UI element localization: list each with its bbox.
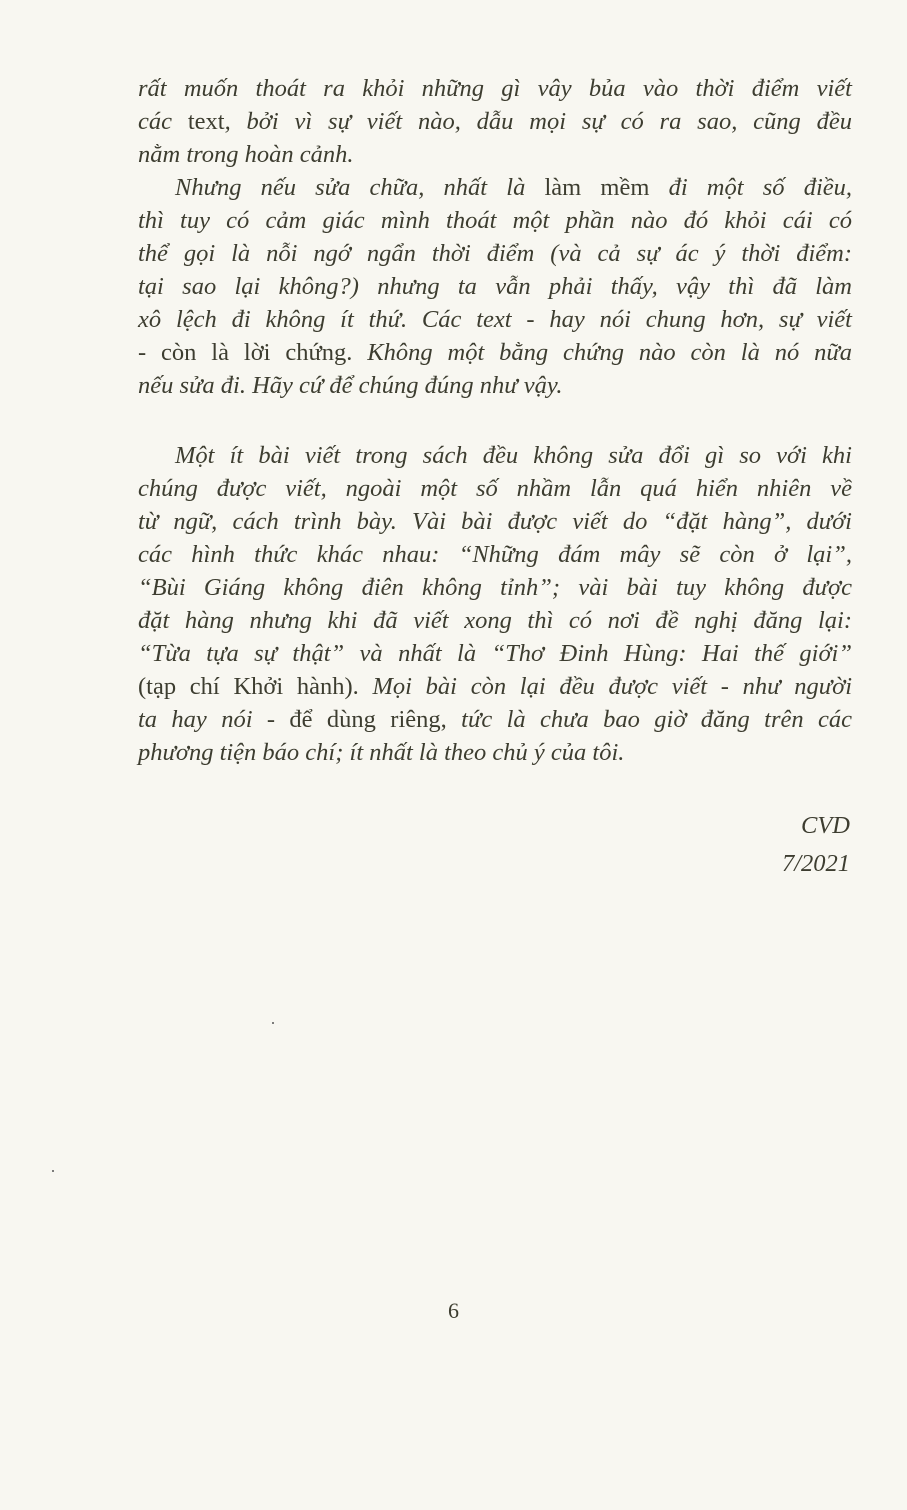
text-line (138, 303, 852, 336)
text-line (138, 336, 852, 369)
text-line (138, 72, 852, 105)
italic-text: “Từa tựa sự thật” và nhất là “Thơ Đinh Hùng: Hai thế giới” (138, 640, 852, 667)
text-line (138, 138, 852, 171)
text-line (138, 670, 852, 703)
text-line (138, 237, 852, 270)
italic-text: đặt hàng nhưng khi đã viết xong thì có nơi đề nghị đăng lại: (138, 607, 852, 634)
italic-text: đi một số điều, (668, 174, 852, 201)
italic-text: các hình thức khác nhau: “Những đám mây sẽ còn ở lại”, (138, 541, 852, 568)
italic-text: nằm trong hoàn cảnh. (138, 141, 354, 168)
text-line (138, 171, 852, 204)
italic-text: xô lệch đi không ít thứ. Các text - hay nói chung hơn, sự viết (138, 306, 852, 333)
italic-text: Mọi bài còn lại đều được viết - như người (372, 673, 853, 700)
italic-text: từ ngữ, cách trình bày. Vài bài được viết do “đặt hàng”, dưới (138, 508, 852, 535)
italic-text: Nhưng nếu sửa chữa, nhất là (175, 174, 545, 201)
italic-text: thể gọi là nỗi ngớ ngẩn thời điểm (và cả sự ác ý thời điểm: (138, 240, 852, 267)
text-line (138, 439, 852, 472)
text-line (138, 270, 852, 303)
italic-text: chúng được viết, ngoài một số nhầm lẫn quá hiển nhiên về (138, 475, 852, 502)
text-line (138, 105, 852, 138)
scan-speck (272, 1022, 274, 1024)
italic-text: ta hay nói - (138, 706, 290, 733)
italic-text: các (138, 108, 188, 135)
italic-text: “Bùi Giáng không điên không tỉnh”; vài bài tuy không được (138, 574, 852, 601)
text-line (138, 571, 852, 604)
author-signature: CVD (801, 812, 850, 839)
italic-text: rất muốn thoát ra khỏi những gì vây bủa vào thời điểm viết (138, 75, 852, 102)
text-line (138, 637, 852, 670)
roman-text: để dùng riêng, (289, 706, 462, 733)
page-number: 6 (448, 1298, 459, 1323)
text-line (138, 204, 852, 237)
italic-text: thì tuy có cảm giác mình thoát một phần nào đó khỏi cái có (138, 207, 852, 234)
italic-text: tức là chưa bao giờ đăng trên các (461, 706, 852, 733)
paragraph-1 (138, 72, 852, 402)
text-line (138, 472, 852, 505)
scan-speck (52, 1170, 54, 1172)
text-line (138, 604, 852, 637)
text-line (138, 369, 852, 402)
text-line (138, 538, 852, 571)
text-line (138, 703, 852, 736)
text-line (138, 505, 852, 538)
italic-text: phương tiện báo chí; ít nhất là theo chủ ý của tôi. (138, 739, 625, 766)
italic-text: nếu sửa đi. Hãy cứ để chúng đúng như vậy. (138, 372, 563, 399)
text-line (138, 736, 852, 769)
paragraph-2 (138, 439, 852, 769)
roman-text: (tạp chí Khởi hành). (138, 673, 373, 700)
date-line: 7/2021 (781, 850, 850, 877)
italic-text: tại sao lại không?) nhưng ta vẫn phải thấy, vậy thì đã làm (138, 273, 852, 300)
italic-text: Một ít bài viết trong sách đều không sửa đổi gì so với khi (175, 442, 852, 469)
roman-text: làm mềm (544, 174, 669, 201)
roman-text: - còn là lời chứng. (138, 339, 368, 366)
italic-text: , bởi vì sự viết nào, dẫu mọi sự có ra sao, cũng đều (224, 108, 852, 135)
italic-text: Không một bằng chứng nào còn là nó nữa (367, 339, 853, 366)
roman-text: text (187, 108, 225, 135)
